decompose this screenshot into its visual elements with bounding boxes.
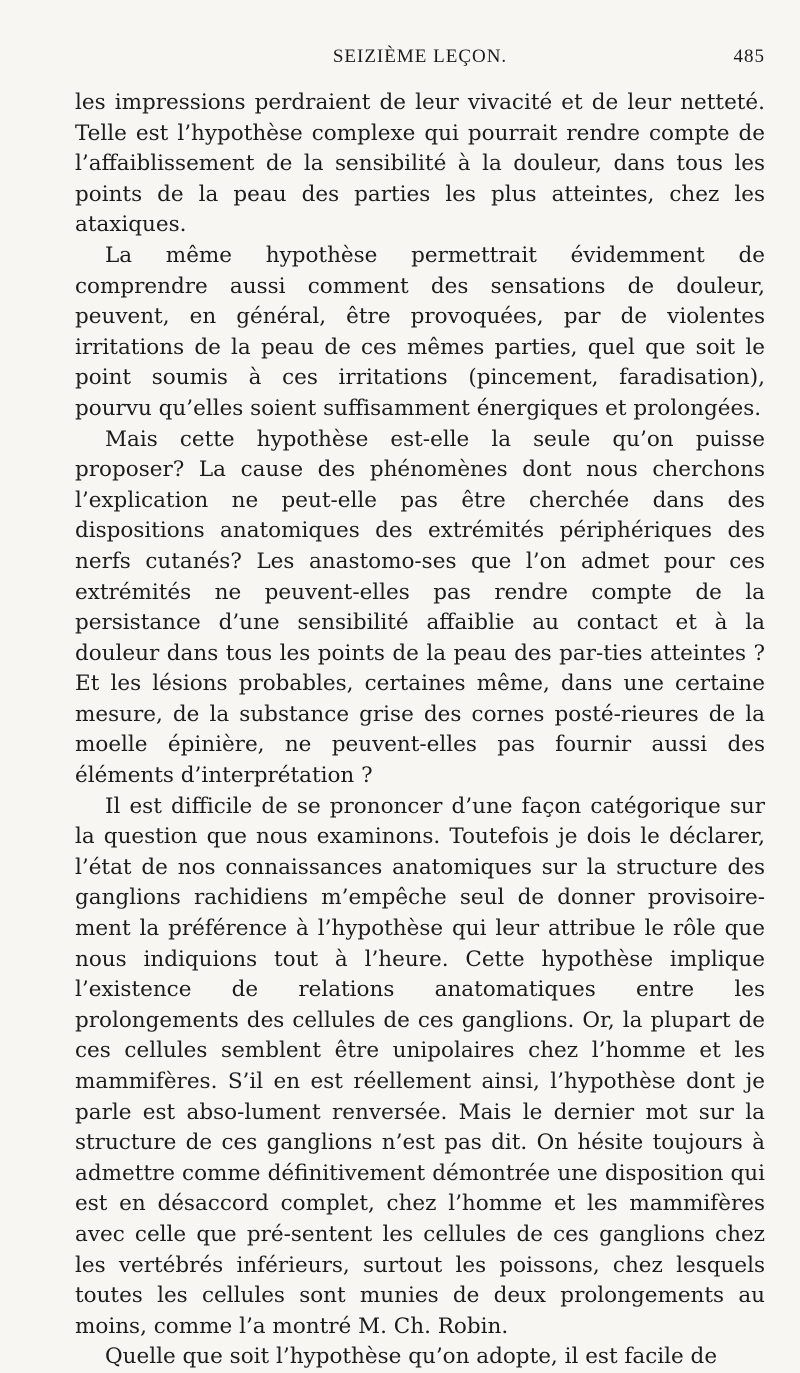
running-head <box>75 46 765 72</box>
paragraph: Mais cette hypothèse est-elle la seule qu’on puisse proposer? La cause des phénomènes dont nous cherchons l’explication ne peut-elle pas être cherchée dans des dispositions anatomiques des extrémités périphériques des nerfs cutanés? Les anastomo-ses que l’on admet pour ces extrémités ne peuvent-elles pas rendre compte de la persistance d’une sensibilité affaiblie au contact et à la douleur dans tous les points de la peau des par-ties atteintes ? Et les lésions probables, certaines même, dans une certaine mesure, de la substance grise des cornes posté-rieures de la moelle épinière, ne peuvent-elles pas fournir aussi des éléments d’interprétation ? <box>75 426 765 789</box>
paragraph: La même hypothèse permettrait évidemment de comprendre aussi comment des sensations de douleur, peuvent, en général, être provoquées, par de violentes irritations de la peau de ces mêmes parties, quel que soit le point soumis à ces irritations (pincement, faradisation), pourvu qu’elles soient suffisamment énergiques et prolongées. <box>75 242 765 421</box>
paragraph: Il est difficile de se prononcer d’une façon catégorique sur la question que nous examinons. Toutefois je dois le déclarer, l’état de nos connaissances anatomiques sur la structure des ganglions rachidiens m’empêche seul de donner provisoire-ment la préférence à l’hypothèse qui leur attribue le rôle que nous indiquions tout à l’heure. Cette hypothèse implique l’existence de relations anatomatiques entre les prolongements des cellules de ces ganglions. Or, la plupart de ces cellules semblent être unipolaires chez l’homme et les mammifères. S’il en est réellement ainsi, l’hypothèse dont je parle est abso-lument renversée. Mais le dernier mot sur la structure de ces ganglions n’est pas dit. On hésite toujours à admettre comme définitivement démontrée une disposition qui est en désaccord complet, chez l’homme et les mammifères avec celle que pré-sentent les cellules de ces ganglions chez les vertébrés inférieurs, surtout les poissons, chez lesquels toutes les cellules sont munies de deux prolongements au moins, comme l’a montré M. Ch. Robin. <box>75 793 765 1339</box>
body-text <box>75 88 765 1373</box>
paragraph-continued: les impressions perdraient de leur vivacité et de leur netteté. Telle est l’hypothèse complexe qui pourrait rendre compte de l’affaiblissement de la sensibilité à la douleur, dans tous les points de la peau des parties les plus atteintes, chez les ataxiques. <box>75 90 765 238</box>
running-title: SEIZIÈME LEÇON. <box>332 46 508 67</box>
page-number: 485 <box>733 46 765 67</box>
paragraph: Quelle que soit l’hypothèse qu’on adopte, il est facile de <box>105 1344 718 1370</box>
